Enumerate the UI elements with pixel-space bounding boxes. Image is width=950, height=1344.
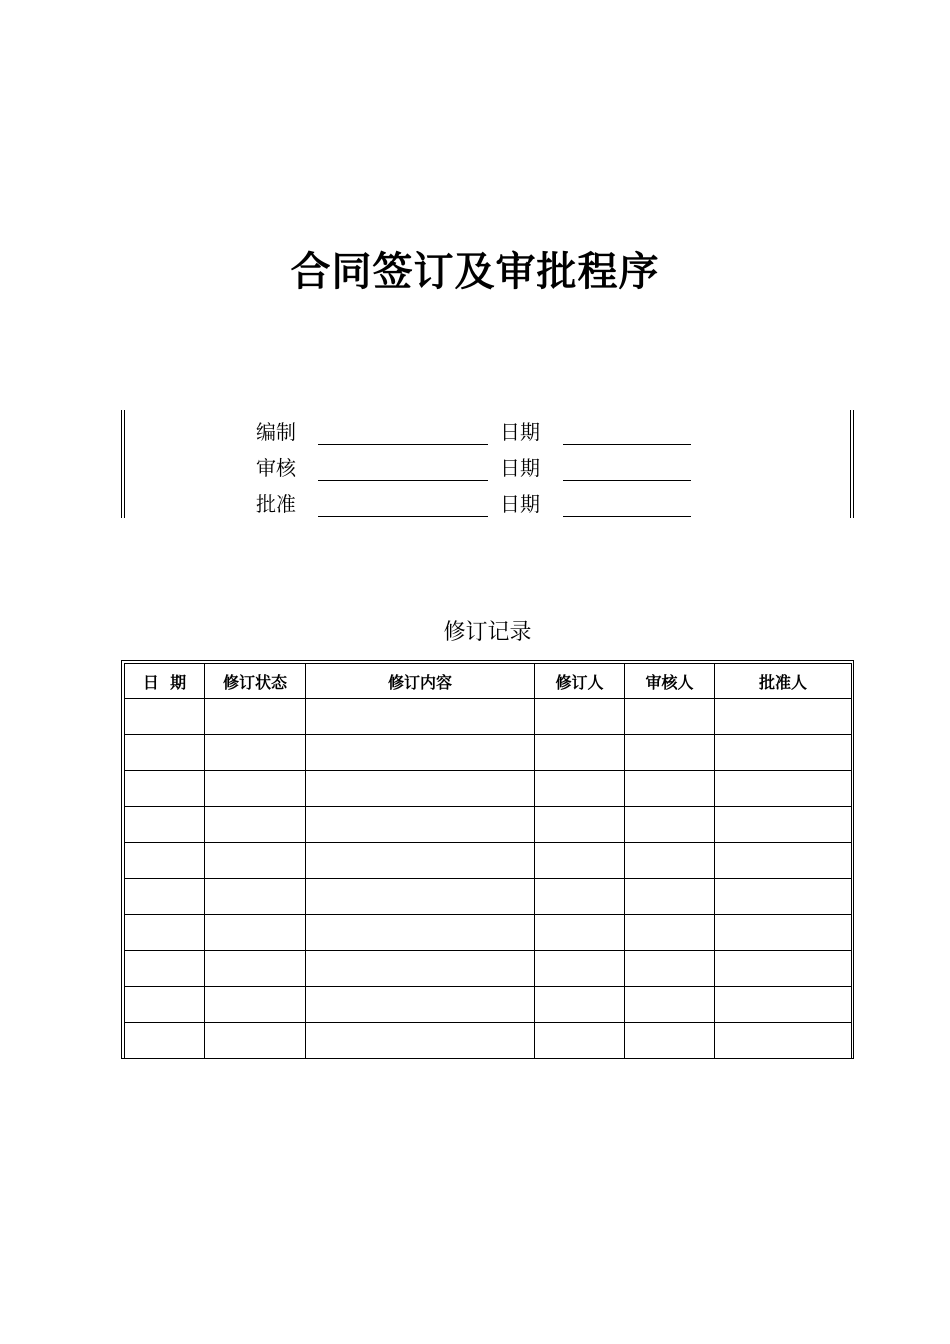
table-cell[interactable] xyxy=(306,771,535,807)
table-cell[interactable] xyxy=(205,735,306,771)
table-cell[interactable] xyxy=(535,771,625,807)
reviewed-date-field[interactable] xyxy=(563,480,691,481)
table-cell[interactable] xyxy=(205,951,306,987)
table-row xyxy=(125,987,852,1023)
table-cell[interactable] xyxy=(306,699,535,735)
table-cell[interactable] xyxy=(306,735,535,771)
table-cell[interactable] xyxy=(306,807,535,843)
table-cell[interactable] xyxy=(125,843,205,879)
reviewed-signature-field[interactable] xyxy=(318,480,488,481)
table-cell[interactable] xyxy=(205,843,306,879)
table-cell[interactable] xyxy=(625,807,715,843)
table-cell[interactable] xyxy=(625,1023,715,1059)
table-cell[interactable] xyxy=(715,987,852,1023)
col-header-date: 日 期 xyxy=(125,664,205,699)
table-cell[interactable] xyxy=(125,951,205,987)
table-row xyxy=(125,879,852,915)
signoff-block xyxy=(121,410,854,518)
table-cell[interactable] xyxy=(625,987,715,1023)
table-cell[interactable] xyxy=(306,1023,535,1059)
table-cell[interactable] xyxy=(205,807,306,843)
revision-table-frame xyxy=(121,660,854,1059)
table-cell[interactable] xyxy=(625,735,715,771)
revision-header-row xyxy=(125,664,852,699)
prepared-date-field[interactable] xyxy=(563,444,691,445)
col-header-revision-status: 修订状态 xyxy=(205,664,306,699)
table-cell[interactable] xyxy=(125,987,205,1023)
reviewed-date-label: 日期 xyxy=(500,456,540,480)
table-row xyxy=(125,915,852,951)
table-cell[interactable] xyxy=(715,879,852,915)
revision-table xyxy=(124,663,852,1059)
table-cell[interactable] xyxy=(125,699,205,735)
table-cell[interactable] xyxy=(125,807,205,843)
table-cell[interactable] xyxy=(715,771,852,807)
table-cell[interactable] xyxy=(535,951,625,987)
table-cell[interactable] xyxy=(306,843,535,879)
table-cell[interactable] xyxy=(625,771,715,807)
table-cell[interactable] xyxy=(715,735,852,771)
document-title: 合同签订及审批程序 xyxy=(290,248,660,295)
table-cell[interactable] xyxy=(306,915,535,951)
table-cell[interactable] xyxy=(535,735,625,771)
table-cell[interactable] xyxy=(715,843,852,879)
table-cell[interactable] xyxy=(715,699,852,735)
table-cell[interactable] xyxy=(715,951,852,987)
col-header-reviewed-by: 审核人 xyxy=(625,664,715,699)
signoff-row-reviewed xyxy=(121,446,854,482)
table-cell[interactable] xyxy=(535,987,625,1023)
table-cell[interactable] xyxy=(535,879,625,915)
table-cell[interactable] xyxy=(535,1023,625,1059)
table-row xyxy=(125,1023,852,1059)
approved-signature-field[interactable] xyxy=(318,516,488,517)
table-cell[interactable] xyxy=(205,915,306,951)
signoff-row-prepared xyxy=(121,410,854,446)
table-cell[interactable] xyxy=(125,1023,205,1059)
table-cell[interactable] xyxy=(625,951,715,987)
table-row xyxy=(125,951,852,987)
table-cell[interactable] xyxy=(535,807,625,843)
table-cell[interactable] xyxy=(205,699,306,735)
table-row xyxy=(125,807,852,843)
col-header-revision-content: 修订内容 xyxy=(306,664,535,699)
table-cell[interactable] xyxy=(306,987,535,1023)
table-cell[interactable] xyxy=(535,699,625,735)
table-row xyxy=(125,735,852,771)
revision-record-title: 修订记录 xyxy=(443,620,532,645)
col-header-approved-by: 批准人 xyxy=(715,664,852,699)
table-cell[interactable] xyxy=(715,915,852,951)
prepared-signature-field[interactable] xyxy=(318,444,488,445)
table-cell[interactable] xyxy=(625,915,715,951)
signoff-row-approved xyxy=(121,482,854,518)
table-cell[interactable] xyxy=(625,879,715,915)
reviewed-label: 审核 xyxy=(256,456,296,480)
prepared-date-label: 日期 xyxy=(500,420,540,444)
table-row xyxy=(125,699,852,735)
table-cell[interactable] xyxy=(205,771,306,807)
table-row xyxy=(125,771,852,807)
table-cell[interactable] xyxy=(535,843,625,879)
table-cell[interactable] xyxy=(625,699,715,735)
approved-date-field[interactable] xyxy=(563,516,691,517)
table-cell[interactable] xyxy=(306,879,535,915)
prepared-label: 编制 xyxy=(256,420,296,444)
table-cell[interactable] xyxy=(715,1023,852,1059)
table-cell[interactable] xyxy=(125,735,205,771)
table-cell[interactable] xyxy=(125,915,205,951)
table-cell[interactable] xyxy=(535,915,625,951)
table-cell[interactable] xyxy=(205,1023,306,1059)
table-cell[interactable] xyxy=(205,987,306,1023)
table-cell[interactable] xyxy=(306,951,535,987)
table-cell[interactable] xyxy=(205,879,306,915)
approved-label: 批准 xyxy=(256,492,296,516)
table-cell[interactable] xyxy=(125,771,205,807)
approved-date-label: 日期 xyxy=(500,492,540,516)
table-cell[interactable] xyxy=(715,807,852,843)
table-cell[interactable] xyxy=(125,879,205,915)
table-row xyxy=(125,843,852,879)
table-cell[interactable] xyxy=(625,843,715,879)
col-header-revised-by: 修订人 xyxy=(535,664,625,699)
